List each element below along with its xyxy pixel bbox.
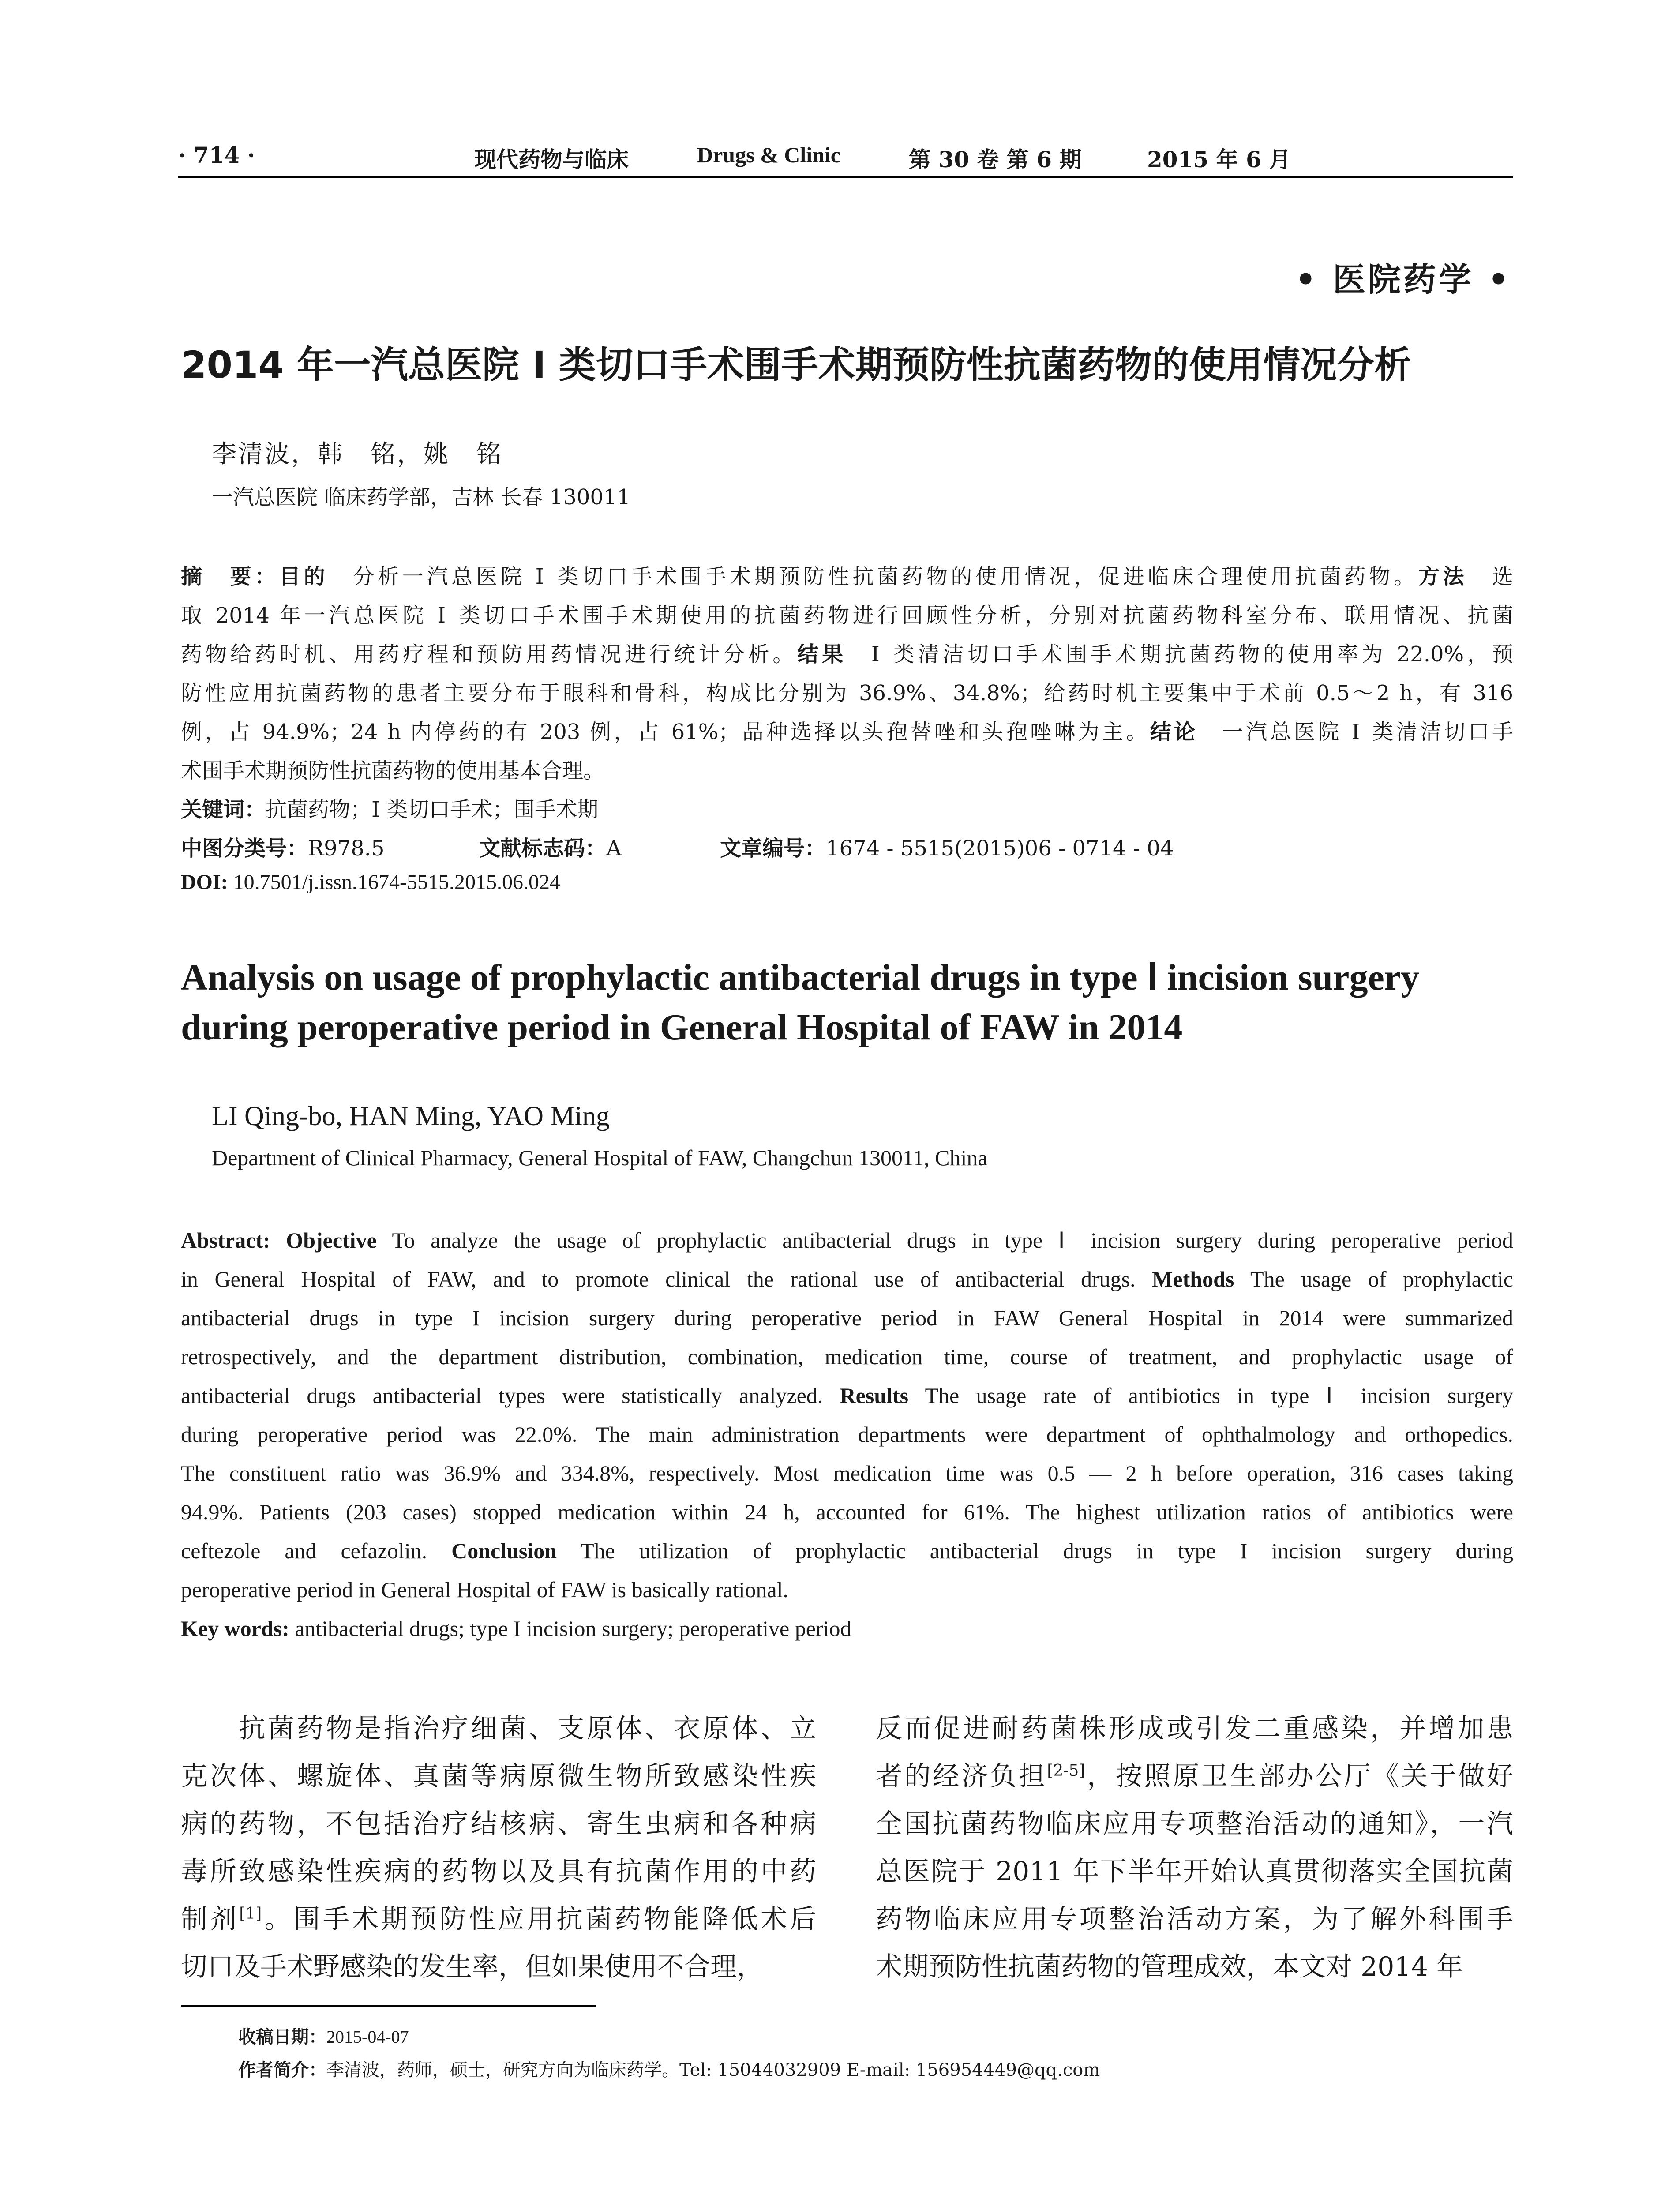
- en-abstract-line: [181, 1344, 1513, 1369]
- body-line: 切口及手术野感染的发生率，但如果使用不合理，: [181, 1951, 763, 1982]
- cn-keywords-text: 抗菌药物；Ⅰ 类切口手术；围手术期: [266, 797, 599, 822]
- cn-abstract-text: 药物给药时机、用药疗程和预防用药情况进行统计分析。: [181, 642, 798, 667]
- body-line: 药物临床应用专项整治活动方案，为了解外科围手: [876, 1904, 1513, 1935]
- en-abstract-label: Abstract: Objective: [181, 1228, 377, 1253]
- cn-conclusion-label: 结论: [1150, 720, 1198, 744]
- cn-doc-code-label: 文献标志码：: [479, 836, 607, 861]
- body-text: 。围手术期预防性应用抗菌药物能降低术后: [262, 1904, 817, 1935]
- doi-value: 10.7501/j.issn.1674-5515.2015.06.024: [233, 870, 561, 894]
- body-line: 病的药物，不包括治疗结核病、寄生虫病和各种病: [181, 1808, 816, 1839]
- en-abstract-text: The constituent ratio was 36.9% and 334.8%, respectively. Most medication time was 0.5 — 2 h before operation, 316 cases taking: [181, 1461, 1513, 1486]
- cn-abstract-text: 选: [1467, 564, 1513, 589]
- en-abstract-line: [181, 1305, 1513, 1331]
- cn-doc-code-value: A: [606, 836, 622, 861]
- en-abstract-text: To analyze the usage of prophylactic antibacterial drugs in type Ⅰ incision surgery during peroperative period: [376, 1228, 1513, 1253]
- body-text: 制剂: [181, 1904, 240, 1935]
- en-title-line-2: during peroperative period in General Hospital of FAW in 2014: [181, 1007, 1183, 1048]
- citation-ref: [1]: [239, 1905, 262, 1923]
- cn-doi: [181, 870, 560, 894]
- en-abstract-text: peroperative period in General Hospital of FAW is basically rational.: [181, 1577, 789, 1602]
- en-title-line-1: Analysis on usage of prophylactic antibacterial drugs in type Ⅰ incision surgery: [181, 957, 1420, 998]
- received-date: 2015-04-07: [326, 2027, 409, 2047]
- journal-en: Drugs & Clinic: [697, 143, 840, 167]
- cn-keywords: [181, 792, 598, 823]
- en-abstract-text: in General Hospital of FAW, and to promote clinical the rational use of antibacterial drugs.: [181, 1267, 1136, 1291]
- section-label: • 医院药学 •: [1295, 261, 1511, 299]
- footnote-received: [238, 2023, 409, 2048]
- cn-abstract-label: 摘 要：目的: [181, 564, 329, 589]
- citation-ref: [2-5]: [1047, 1762, 1085, 1780]
- body-text: ，按照原卫生部办公厅《关于做好: [1085, 1761, 1514, 1792]
- en-keywords-label: Key words:: [181, 1616, 289, 1641]
- cn-abstract-line: [181, 754, 604, 784]
- en-abstract-text: retrospectively, and the department distribution, combination, medication time, course of treatment, and prophylactic usage of: [181, 1344, 1513, 1369]
- cn-article-no: [720, 831, 1174, 862]
- en-abstract-text: The usage rate of antibiotics in type Ⅰ incision surgery: [908, 1383, 1513, 1408]
- journal-cn: 现代药物与临床: [474, 147, 629, 173]
- cn-abstract-line: [181, 676, 1513, 706]
- cn-clc: [181, 831, 385, 862]
- cn-abstract-text: Ⅰ 类清洁切口手术围手术期抗菌药物的使用率为 22.0%，预: [846, 642, 1513, 667]
- cn-methods-label: 方法: [1418, 564, 1468, 589]
- body-line: 毒所致感染性疾病的药物以及具有抗菌作用的中药: [181, 1856, 816, 1887]
- body-text: 者的经济负担: [876, 1761, 1047, 1792]
- en-abstract-text: antibacterial drugs in type I incision surgery during peroperative period in FAW General Hospital in 2014 were summarized: [181, 1306, 1513, 1330]
- en-abstract-line: [181, 1422, 1513, 1447]
- cn-keywords-label: 关键词：: [181, 797, 266, 822]
- volume-issue: 第 30 卷 第 6 期: [909, 146, 1082, 173]
- cn-results-label: 结果: [797, 642, 847, 667]
- en-abstract-line: [181, 1383, 1513, 1408]
- header-rule: [178, 176, 1513, 178]
- doi-label: DOI:: [181, 870, 228, 894]
- footnote-rule: [181, 2005, 596, 2007]
- body-line: [181, 1898, 816, 1936]
- en-abstract-line: [181, 1266, 1513, 1292]
- bio-text: 李清波，药师，硕士，研究方向为临床药学。Tel: 15044032909 E-mail: 156954449@qq.com: [326, 2060, 1100, 2080]
- cn-abstract-text: 防性应用抗菌药物的患者主要分布于眼科和骨科，构成比分别为 36.9%、34.8%；给药时机主要集中于术前 0.5～2 h，有 316: [181, 681, 1513, 705]
- bio-label: 作者简介：: [238, 2060, 326, 2080]
- cn-clc-value: R978.5: [308, 836, 385, 861]
- en-abstract-text: antibacterial drugs antibacterial types were statistically analyzed.: [181, 1383, 823, 1408]
- en-conclusion-label: Conclusion: [451, 1538, 557, 1563]
- en-abstract-line: [181, 1227, 1513, 1253]
- issue-date: 2015 年 6 月: [1147, 146, 1291, 173]
- en-abstract-line: [181, 1499, 1513, 1525]
- cn-abstract-line: [181, 598, 1513, 629]
- page-number: · 714 ·: [178, 142, 255, 168]
- cn-abstract-text: 分析一汽总医院 Ⅰ 类切口手术围手术期预防性抗菌药物的使用情况，促进临床合理使用抗菌药物。: [328, 564, 1418, 589]
- body-line: 总医院于 2011 年下半年开始认真贯彻落实全国抗菌: [876, 1856, 1513, 1887]
- cn-abstract-line: [181, 559, 1513, 590]
- cn-authors: 李清波，韩 铭，姚 铭: [212, 440, 503, 469]
- en-keywords: [181, 1616, 851, 1641]
- en-authors: LI Qing-bo, HAN Ming, YAO Ming: [212, 1101, 610, 1131]
- cn-affiliation: 一汽总医院 临床药学部，吉林 长春 130011: [212, 485, 631, 510]
- cn-clc-label: 中图分类号：: [181, 836, 308, 861]
- body-line: 反而促进耐药菌株形成或引发二重感染，并增加患: [876, 1713, 1513, 1744]
- en-methods-label: Methods: [1152, 1267, 1234, 1291]
- en-abstract-text: ceftezole and cefazolin.: [181, 1538, 428, 1563]
- cn-abstract-text: 一汽总医院 Ⅰ 类清洁切口手: [1198, 720, 1513, 744]
- body-line: 全国抗菌药物临床应用专项整治活动的通知》，一汽: [876, 1808, 1513, 1839]
- en-abstract-text: The usage of prophylactic: [1234, 1267, 1513, 1291]
- body-line: 术期预防性抗菌药物的管理成效，本文对 2014 年: [876, 1951, 1463, 1982]
- received-label: 收稿日期：: [238, 2027, 326, 2047]
- footnote-bio: [238, 2056, 1100, 2081]
- cn-article-no-label: 文章编号：: [720, 836, 826, 861]
- body-line: 抗菌药物是指治疗细菌、支原体、衣原体、立: [181, 1713, 816, 1744]
- en-abstract-line: [181, 1577, 788, 1602]
- en-abstract-text: during peroperative period was 22.0%. The main administration departments were department of ophthalmology and orthopedics.: [181, 1422, 1513, 1447]
- cn-abstract-line: [181, 715, 1513, 745]
- body-line: [876, 1755, 1513, 1793]
- en-abstract-text: The utilization of prophylactic antibacterial drugs in type I incision surgery during: [557, 1538, 1514, 1563]
- en-abstract-text: 94.9%. Patients (203 cases) stopped medication within 24 h, accounted for 61%. The highest utilization ratios of antibiotics were: [181, 1500, 1513, 1524]
- body-line: 克次体、螺旋体、真菌等病原微生物所致感染性疾: [181, 1761, 816, 1792]
- cn-title: 2014 年一汽总医院 Ⅰ 类切口手术围手术期预防性抗菌药物的使用情况分析: [181, 343, 1411, 386]
- en-keywords-text: antibacterial drugs; type I incision surgery; peroperative period: [295, 1616, 851, 1641]
- en-abstract-line: [181, 1538, 1513, 1564]
- cn-abstract-text: 术围手术期预防性抗菌药物的使用基本合理。: [181, 758, 605, 783]
- cn-abstract-line: [181, 637, 1513, 668]
- en-affiliation: Department of Clinical Pharmacy, General Hospital of FAW, Changchun 130011, China: [212, 1145, 988, 1170]
- cn-doc-code: [479, 831, 622, 862]
- cn-abstract-text: 取 2014 年一汽总医院 Ⅰ 类切口手术围手术期使用的抗菌药物进行回顾性分析，分别对抗菌药物科室分布、联用情况、抗菌: [181, 603, 1513, 628]
- cn-abstract-text: 例，占 94.9%；24 h 内停药的有 203 例，占 61%；品种选择以头孢替唑和头孢唑啉为主。: [181, 720, 1150, 744]
- cn-article-no-value: 1674 - 5515(2015)06 - 0714 - 04: [826, 836, 1174, 861]
- en-abstract-line: [181, 1460, 1513, 1486]
- en-results-label: Results: [840, 1383, 909, 1408]
